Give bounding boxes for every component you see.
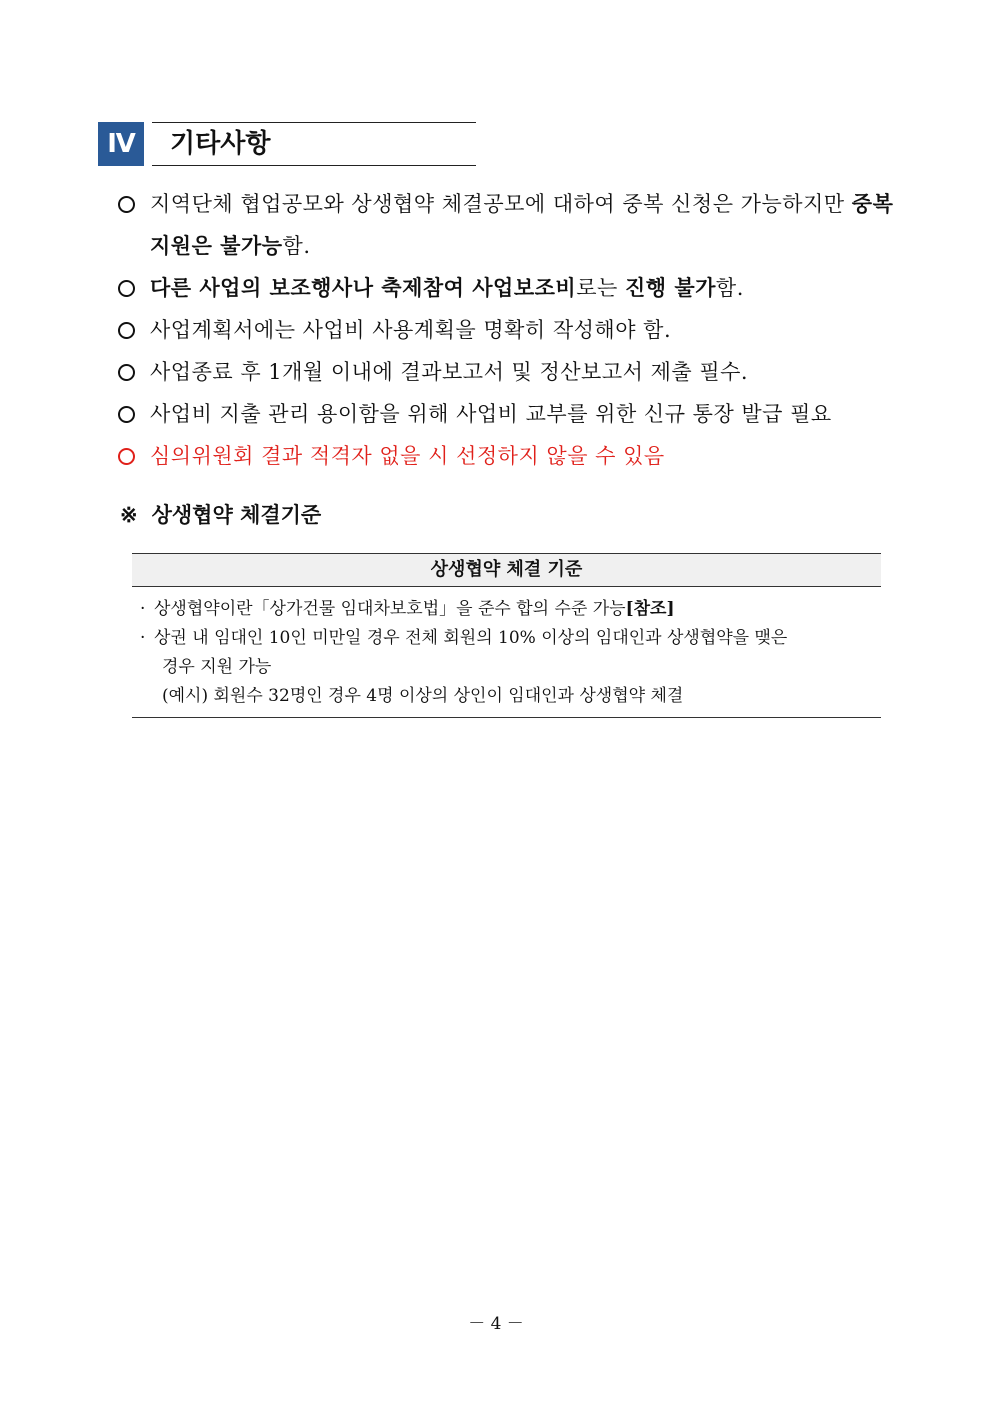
criteria-line: 경우 지원 가능: [162, 657, 272, 677]
reference-label: [참조]: [625, 599, 675, 619]
bullet-list: [118, 183, 908, 477]
middle-dot: ·: [140, 599, 146, 619]
bullet-text: 사업비 지출 관리 용이함을 위해 사업비 교부를 위한 신규 통장 발급 필요: [150, 402, 832, 426]
circle-bullet-icon: [118, 448, 135, 465]
bullet-item: [118, 351, 908, 393]
criteria-line: [140, 595, 881, 624]
page-number: － 4 －: [468, 1314, 524, 1334]
section-title-box: [152, 122, 476, 166]
bullet-text: 사업종료 후 1개월 이내에 결과보고서 및 정산보고서 제출 필수.: [150, 360, 749, 384]
bullet-text: 지역단체 협업공모와 상생협약 체결공모에 대하여 중복 신청은 가능하지만: [150, 192, 852, 216]
circle-bullet-icon: [118, 322, 135, 339]
bullet-item: [118, 309, 908, 351]
bullet-item: [118, 183, 908, 267]
criteria-text: 상권 내 임대인 10인 미만일 경우 전체 회원의 10% 이상의 임대인과 상생협약을 맺은: [154, 628, 788, 648]
bullet-text: 함.: [282, 234, 311, 258]
circle-bullet-icon: [118, 364, 135, 381]
middle-dot: ·: [140, 628, 146, 648]
bullet-text: 사업계획서에는 사업비 사용계획을 명확히 작성해야 함.: [150, 318, 672, 342]
criteria-body: [132, 587, 881, 718]
circle-bullet-icon: [118, 406, 135, 423]
bullet-item: [118, 435, 908, 477]
criteria-note-text: 상생협약 체결기준: [151, 502, 322, 527]
bullet-text-bold: 중복 지원은 불가능: [150, 191, 894, 258]
criteria-note: [120, 497, 321, 533]
reference-mark: ※: [120, 502, 138, 527]
circle-bullet-icon: [118, 280, 135, 297]
section-numeral: Ⅳ: [98, 122, 144, 166]
section-heading: [98, 122, 478, 168]
criteria-line: [140, 624, 881, 653]
bullet-text: 로는: [576, 276, 625, 300]
circle-bullet-icon: [118, 196, 135, 213]
bullet-text-bold: 진행 불가: [624, 275, 716, 300]
section-title: 기타사항: [170, 129, 271, 159]
criteria-header: 상생협약 체결 기준: [132, 553, 881, 587]
bullet-item: [118, 393, 908, 435]
criteria-box: [132, 553, 881, 718]
criteria-example: (예시) 회원수 32명인 경우 4명 이상의 상인이 임대인과 상생협약 체결: [162, 686, 684, 706]
bullet-item: [118, 267, 908, 309]
bullet-text: 함.: [715, 276, 744, 300]
bullet-text: 심의위원회 결과 적격자 없을 시 선정하지 않을 수 있음: [150, 444, 665, 468]
bullet-text-bold: 다른 사업의 보조행사나 축제참여 사업보조비: [150, 275, 577, 300]
criteria-text: 상생협약이란「상가건물 임대차보호법」을 준수 합의 수준 가능: [154, 599, 626, 619]
